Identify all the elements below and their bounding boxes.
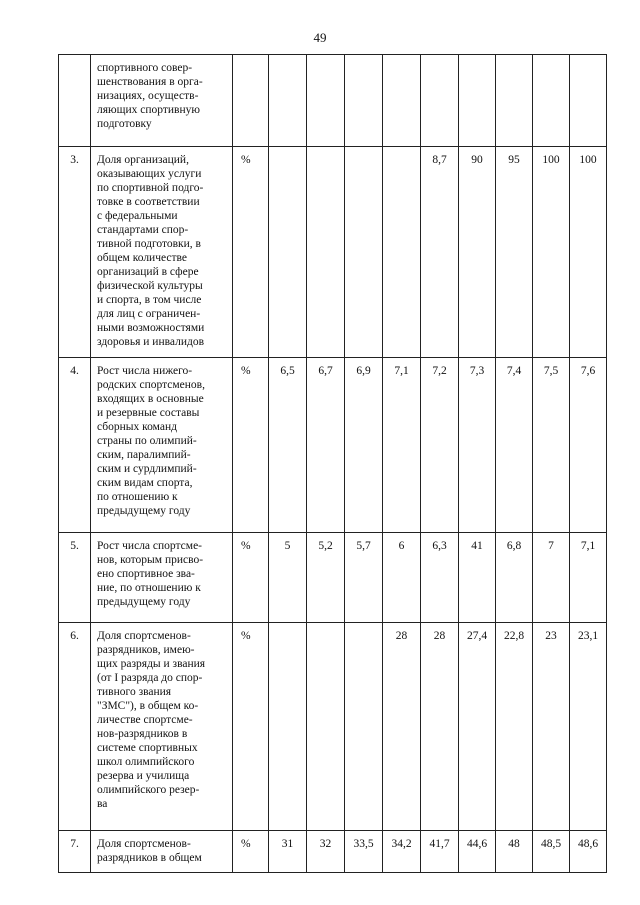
indicator-name-cell: спортивного совер- шенствования в орга- низациях, осуществ- ляющих спортивную подготовку <box>91 55 233 147</box>
value-cell <box>345 55 383 147</box>
value-cell: 7,5 <box>533 358 570 533</box>
indicator-name-cell: Рост числа спортсме- нов, которым присво- ено спортивное зва- ние, по отношению к предыдущему году <box>91 533 233 623</box>
value-cell: 8,7 <box>421 147 459 358</box>
value-cell: 6,9 <box>345 358 383 533</box>
value-cell: 48 <box>496 831 533 873</box>
value-cell: 6 <box>383 533 421 623</box>
value-cell: 33,5 <box>345 831 383 873</box>
table-row <box>59 623 607 831</box>
value-cell: 27,4 <box>459 623 496 831</box>
value-cell <box>459 55 496 147</box>
unit-cell <box>233 55 269 147</box>
row-number-cell: 5. <box>59 533 91 623</box>
unit-cell: % <box>233 831 269 873</box>
page-number: 49 <box>313 30 327 45</box>
value-cell: 7,1 <box>570 533 607 623</box>
value-cell: 31 <box>269 831 307 873</box>
value-cell: 41,7 <box>421 831 459 873</box>
value-cell <box>570 55 607 147</box>
value-cell: 23 <box>533 623 570 831</box>
value-cell: 5 <box>269 533 307 623</box>
value-cell: 5,7 <box>345 533 383 623</box>
unit-cell: % <box>233 623 269 831</box>
value-cell <box>421 55 459 147</box>
value-cell: 5,2 <box>307 533 345 623</box>
value-cell: 7,3 <box>459 358 496 533</box>
value-cell <box>307 623 345 831</box>
value-cell <box>269 55 307 147</box>
value-cell <box>345 147 383 358</box>
value-cell <box>496 55 533 147</box>
value-cell <box>345 623 383 831</box>
value-cell: 32 <box>307 831 345 873</box>
value-cell <box>269 623 307 831</box>
value-cell: 7,4 <box>496 358 533 533</box>
unit-cell: % <box>233 533 269 623</box>
value-cell: 7 <box>533 533 570 623</box>
row-number-cell <box>59 55 91 147</box>
row-number-cell: 3. <box>59 147 91 358</box>
value-cell: 28 <box>383 623 421 831</box>
table-body <box>59 55 607 873</box>
value-cell: 23,1 <box>570 623 607 831</box>
value-cell: 41 <box>459 533 496 623</box>
value-cell: 7,1 <box>383 358 421 533</box>
value-cell: 6,3 <box>421 533 459 623</box>
indicators-table <box>58 54 607 873</box>
value-cell: 100 <box>533 147 570 358</box>
value-cell: 34,2 <box>383 831 421 873</box>
value-cell <box>383 147 421 358</box>
value-cell: 7,6 <box>570 358 607 533</box>
value-cell <box>533 55 570 147</box>
table-row <box>59 55 607 147</box>
indicator-name-cell: Доля спортсменов- разрядников в общем <box>91 831 233 873</box>
table-row <box>59 147 607 358</box>
value-cell: 100 <box>570 147 607 358</box>
value-cell: 6,8 <box>496 533 533 623</box>
row-number-cell: 4. <box>59 358 91 533</box>
table-row <box>59 831 607 873</box>
value-cell: 28 <box>421 623 459 831</box>
value-cell: 22,8 <box>496 623 533 831</box>
value-cell: 44,6 <box>459 831 496 873</box>
value-cell: 48,5 <box>533 831 570 873</box>
indicator-name-cell: Доля организаций, оказывающих услуги по спортивной подго- товке в соответствии с федеральными стандартами спор- тивной подготовки, в общем количестве организаций в сфере физической культуры и спорта, в том числе для лиц с ограничен- ными возможностями здоровья и инвалидов <box>91 147 233 358</box>
indicator-name-cell: Доля спортсменов- разрядников, имею- щих разряды и звания (от I разряда до спор- тивного звания "ЗМС"), в общем ко- личестве спортсме- нов-разрядников в системе спортивных школ олимпийского резерва и училища олимпийского резер- ва <box>91 623 233 831</box>
unit-cell: % <box>233 358 269 533</box>
value-cell: 7,2 <box>421 358 459 533</box>
value-cell: 6,5 <box>269 358 307 533</box>
unit-cell: % <box>233 147 269 358</box>
value-cell: 6,7 <box>307 358 345 533</box>
value-cell: 90 <box>459 147 496 358</box>
indicator-name-cell: Рост числа нижего- родских спортсменов, входящих в основные и резервные составы сборных команд страны по олимпий- ским, паралимпий- ским и сурдлимпий- ским видам спорта, по отношению к предыдущему году <box>91 358 233 533</box>
table-row <box>59 358 607 533</box>
value-cell <box>383 55 421 147</box>
row-number-cell: 6. <box>59 623 91 831</box>
value-cell <box>307 147 345 358</box>
value-cell <box>269 147 307 358</box>
value-cell: 48,6 <box>570 831 607 873</box>
row-number-cell: 7. <box>59 831 91 873</box>
table-row <box>59 533 607 623</box>
value-cell <box>307 55 345 147</box>
value-cell: 95 <box>496 147 533 358</box>
